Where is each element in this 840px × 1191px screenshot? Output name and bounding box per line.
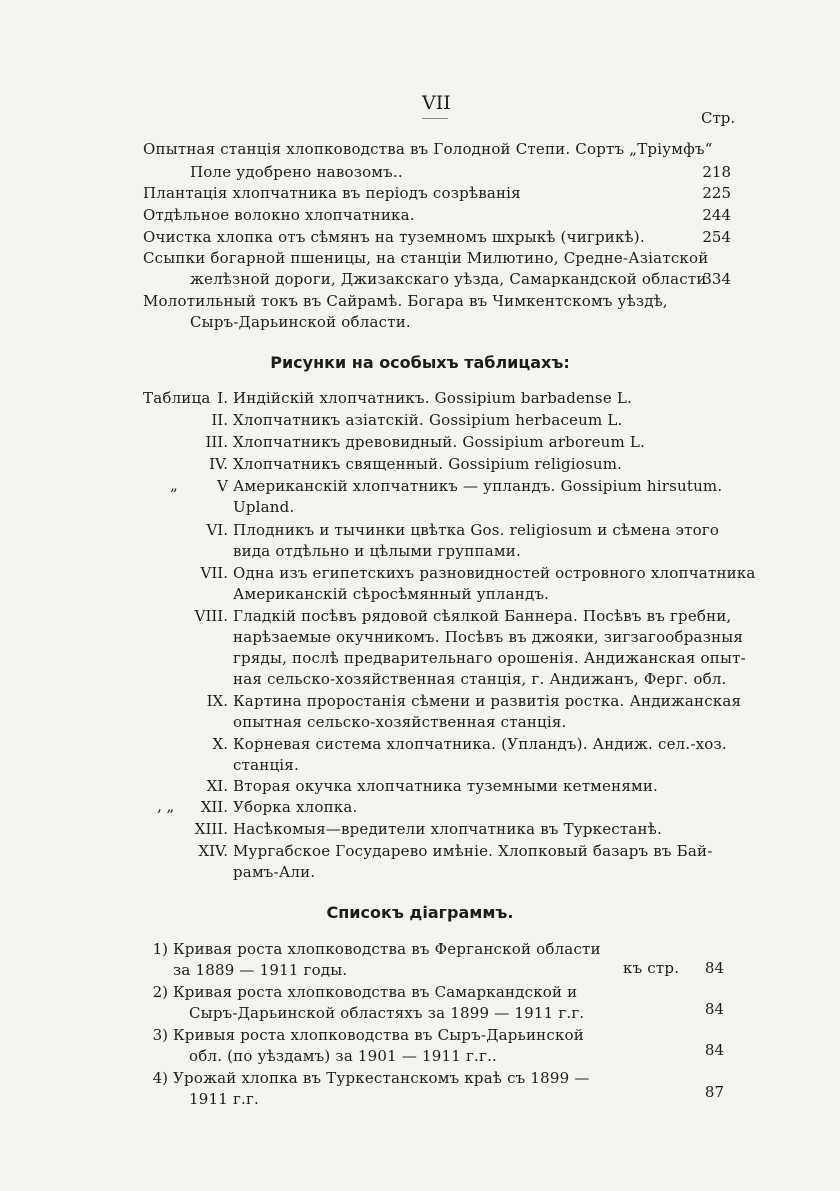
diagram-2-line-1: Кривая роста хлопководства въ Самаркандской и [173,983,578,1001]
plate-3-number: III. [205,433,228,451]
plate-5-number: V [217,477,228,495]
illustration-5-page: 334 [702,270,731,288]
plate-12-caption-line-1: Уборка хлопка. [233,798,358,816]
diagram-3-page: 84 [704,1041,724,1059]
illustration-3-page: 244 [702,206,731,224]
plate-13-number: XIII. [194,820,228,838]
diagram-1-number: 1) [152,940,168,958]
plate-6-caption-line-2: вида отдѣльно и цѣлыми группами. [233,542,521,560]
diagram-1-line-1: Кривая роста хлопководства въ Ферганской области [173,940,601,958]
page-number-rule [422,118,448,119]
plate-12-number: XII. [200,798,228,816]
plate-2-caption-line-1: Хлопчатникъ азіатскій. Gossipium herbaceum L. [233,411,623,429]
plate-9-caption-line-2: опытная сельско-хозяйственная станція. [233,713,567,731]
plates-heading: Рисунки на особыхъ таблицахъ: [270,353,570,372]
ditto-mark-v: „ [170,476,178,494]
diagram-1-page: 84 [704,959,724,977]
diagram-4-line-2: 1911 г.г. [189,1090,259,1108]
diagram-1-line-2: за 1889 — 1911 годы. [173,961,348,979]
plate-6-number: VI. [206,521,228,539]
plate-2-number: II. [211,411,228,429]
plate-11-caption-line-1: Вторая окучка хлопчатника туземными кетменями. [233,777,659,795]
plate-14-caption-line-2: рамъ-Али. [233,863,316,881]
plate-8-caption-line-4: ная сельско-хозяйственная станція, г. Андижанъ, Ферг. обл. [233,670,727,688]
plate-5-caption-line-2: Upland. [233,498,295,516]
plate-5-caption-line-1: Американскій хлопчатникъ — упландъ. Gossipium hirsutum. [233,477,723,495]
diagram-2-page: 84 [704,1000,724,1018]
diagram-3-number: 3) [152,1026,168,1044]
plate-10-caption-line-1: Корневая система хлопчатника. (Упландъ). Андиж. сел.-хоз. [233,735,727,753]
plate-10-caption-line-2: станція. [233,756,299,774]
plate-10-number: X. [212,735,228,753]
plate-4-number: IV. [209,455,228,473]
plate-8-caption-line-1: Гладкій посѣвъ рядовой сѣялкой Баннера. Посѣвъ въ гребни, [233,607,732,625]
illustration-4-line-1: Очистка хлопка отъ сѣмянъ на туземномъ шхрыкѣ (чигрикѣ). [143,228,645,246]
diagram-3-line-1: Кривыя роста хлопководства въ Сыръ-Дарьинской [173,1026,584,1044]
plate-7-number: VII. [200,564,228,582]
page-number: VII [422,92,451,114]
plate-11-number: XI. [206,777,228,795]
plate-8-caption-line-2: нарѣзаемые окучникомъ. Посѣвъ въ джояки, зигзагообразныя [233,628,744,646]
illustration-1-line-1: Опытная станція хлопководства въ Голодной Степи. Сортъ „Тріумфъ“ [143,140,713,158]
diagram-4-number: 4) [152,1069,168,1087]
plate-1-number: I. [217,389,228,407]
ditto-mark-xii: ‚ „ [157,797,175,815]
illustration-4-page: 254 [702,228,731,246]
plate-9-number: IX. [206,692,228,710]
plates-prefix: Таблица [143,389,211,407]
plate-3-caption-line-1: Хлопчатникъ древовидный. Gossipium arboreum L. [233,433,646,451]
illustration-6-line-2: Сыръ-Дарьинской области. [190,313,411,331]
plate-7-caption-line-1: Одна изъ египетскихъ разновидностей островного хлопчатника [233,564,756,582]
illustration-2-line-1: Плантація хлопчатника въ періодъ созрѣванія [143,184,521,202]
plate-14-number: XIV. [198,842,228,860]
illustration-3-line-1: Отдѣльное волокно хлопчатника. [143,206,415,224]
diagram-2-line-2: Сыръ-Дарьинской областяхъ за 1899 — 1911 г.г. [189,1004,585,1022]
diagrams-heading: Списокъ діаграммъ. [326,903,514,922]
illustration-1-line-2: Поле удобрено навозомъ.. [190,163,403,181]
plate-1-caption-line-1: Индійскій хлопчатникъ. Gossipium barbadense L. [233,389,633,407]
plate-8-caption-line-3: гряды, послѣ предварительнаго орошенія. Андижанская опыт- [233,649,746,667]
plate-13-caption-line-1: Насѣкомыя—вредители хлопчатника въ Туркестанѣ. [233,820,662,838]
plate-8-number: VIII. [194,607,228,625]
illustration-2-page: 225 [702,184,731,202]
plate-14-caption-line-1: Мургабское Государево имѣніе. Хлопковый базаръ въ Бай- [233,842,713,860]
illustration-6-line-1: Молотильный токъ въ Сайрамѣ. Богара въ Чимкентскомъ уѣздѣ, [143,292,668,310]
plate-4-caption-line-1: Хлопчатникъ священный. Gossipium religiosum. [233,455,623,473]
plate-6-caption-line-1: Плодникъ и тычинки цвѣтка Gos. religiosum и сѣмена этого [233,521,720,539]
page-column-header: Стр. [701,109,736,127]
diagram-2-number: 2) [152,983,168,1001]
diagram-1-page-ref: къ стр. [623,959,680,977]
diagram-3-line-2: обл. (по уѣздамъ) за 1901 — 1911 г.г.. [189,1047,498,1065]
illustration-1-page: 218 [702,163,731,181]
illustration-5-line-1: Ссыпки богарной пшеницы, на станціи Милютино, Средне-Азіатской [143,249,709,267]
diagram-4-page: 87 [704,1083,724,1101]
plate-9-caption-line-1: Картина проростанія сѣмени и развитія ростка. Андижанская [233,692,742,710]
plate-7-caption-line-2: Американскій сѣросѣмянный упландъ. [233,585,550,603]
diagram-4-line-1: Урожай хлопка въ Туркестанскомъ краѣ съ 1899 — [173,1069,590,1087]
illustration-5-line-2: желѣзной дороги, Джизакскаго уѣзда, Самаркандской области [190,270,707,288]
